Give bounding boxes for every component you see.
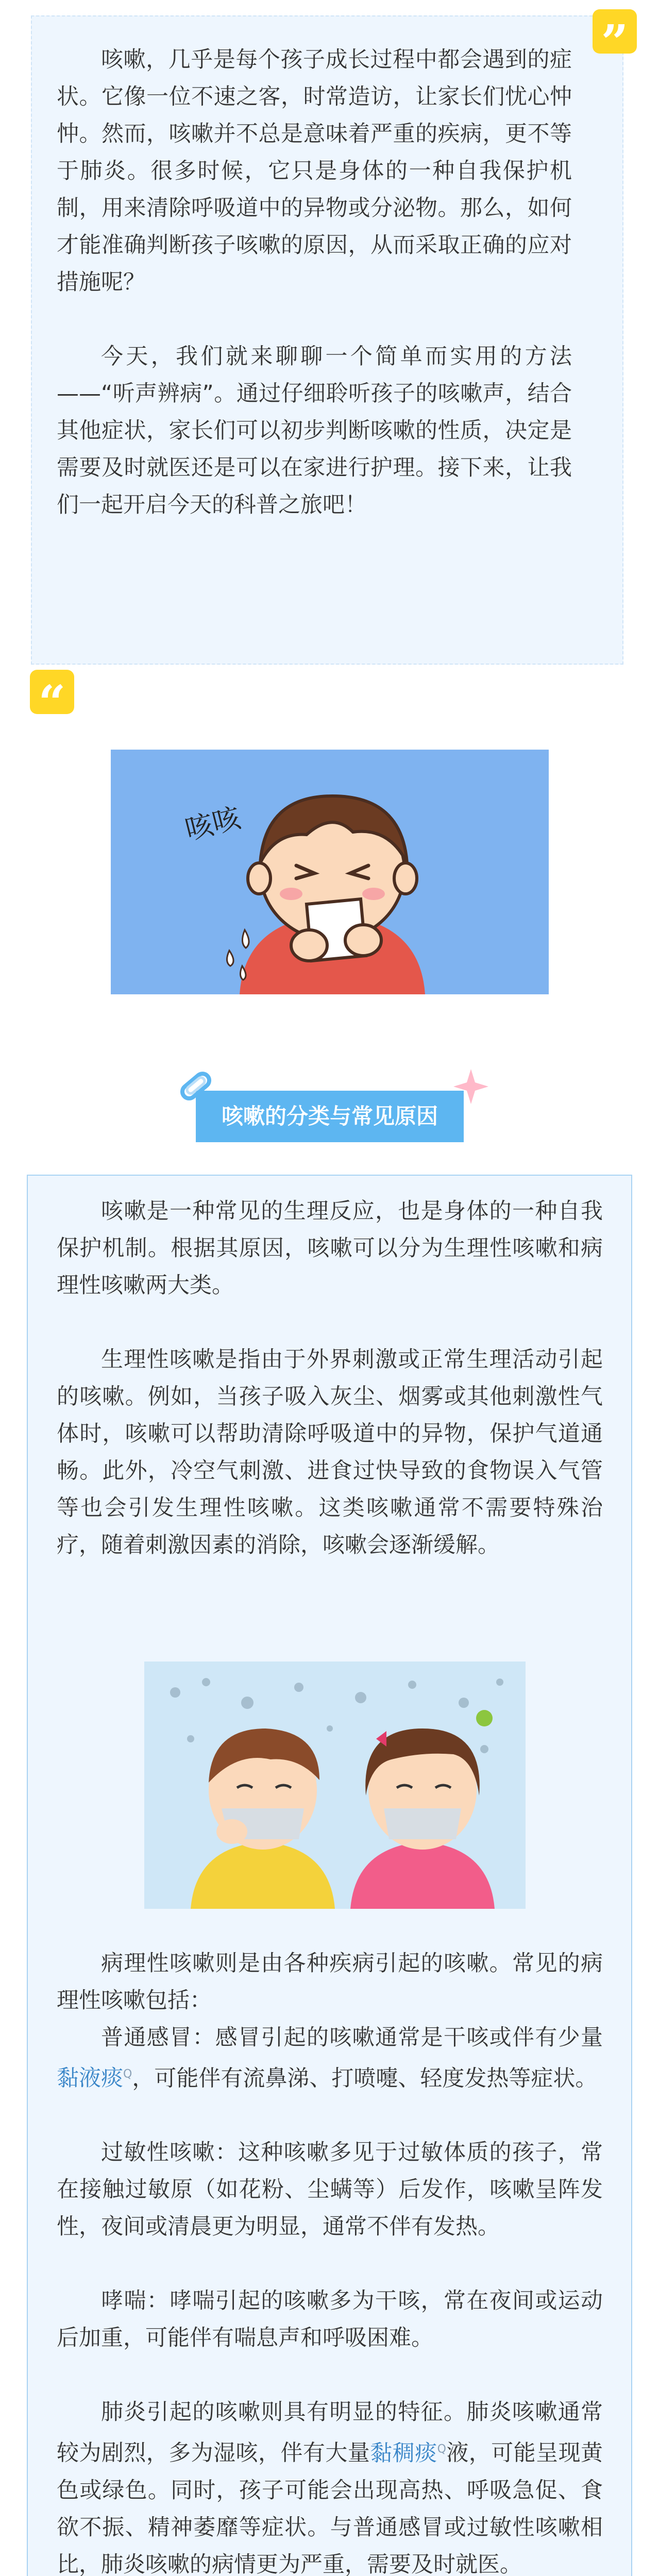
search-icon[interactable]: Q xyxy=(437,2443,446,2456)
quote-open-icon: “ xyxy=(30,670,74,714)
sparkle-icon xyxy=(452,1068,489,1105)
main-text-part-2 xyxy=(57,1945,603,2576)
section-heading-title: 咳嗽的分类与常见原因 xyxy=(221,1104,438,1129)
coughing-child-illustration xyxy=(111,750,549,994)
main-paragraph-6: 哮喘：哮喘引起的咳嗽多为干咳，常在夜间或运动后加重，可能伴有喘息声和呼吸困难。 xyxy=(57,2288,603,2351)
section-heading xyxy=(170,1064,489,1167)
cough-caption: 咳咳 xyxy=(181,801,244,846)
intro-paragraph-2: 今天，我们就来聊聊一个简单而实用的方法——“听声辨病”。通过仔细聆听孩子的咳嗽声，结合其他症状，家长们可以初步判断咳嗽的性质，决定是需要及时就医还是可以在家进行护理。接下来，让我们一起开启今天的科普之旅吧！ xyxy=(57,344,572,518)
keyword-link-mucus[interactable] xyxy=(57,2065,132,2091)
intro-text xyxy=(57,41,572,523)
main-text-part-1 xyxy=(57,1193,603,1564)
masked-children-illustration xyxy=(144,1662,526,1909)
search-icon[interactable]: Q xyxy=(123,2068,132,2081)
quote-close-icon: ” xyxy=(593,9,637,54)
p7-text-a: 肺炎引起的咳嗽则具有明显的特征。肺炎咳嗽通常较为剧烈，多为湿咳，伴有大量 xyxy=(57,2399,603,2466)
p4-text-a: 普通感冒：感冒引起的咳嗽通常是干咳或伴有少量 xyxy=(101,2025,603,2050)
intro-paragraph-1: 咳嗽，几乎是每个孩子成长过程中都会遇到的症状。它像一位不速之客，时常造访，让家长们忧心忡忡。然而，咳嗽并不总是意味着严重的疾病，更不等于肺炎。很多时候，它只是身体的一种自我保护机制，用来清除呼吸道中的异物或分泌物。那么，如何才能准确判断孩子咳嗽的原因，从而采取正确的应对措施呢？ xyxy=(57,47,572,295)
p7-text-b: 液，可能呈现黄色或绿色。同时，孩子可能会出现高热、呼吸急促、食欲不振、精神萎靡等症状。与普通感冒或过敏性咳嗽相比，肺炎咳嗽的病情更为严重，需要及时就医。 xyxy=(57,2440,603,2576)
main-paragraph-4 xyxy=(57,2019,603,2097)
main-paragraph-2: 生理性咳嗽是指由于外界刺激或正常生理活动引起的咳嗽。例如，当孩子吸入灰尘、烟雾或其他刺激性气体时，咳嗽可以帮助清除呼吸道中的异物，保护气道通畅。此外，冷空气刺激、进食过快导致的食物误入气管等也会引发生理性咳嗽。这类咳嗽通常不需要特殊治疗，随着刺激因素的消除，咳嗽会逐渐缓解。 xyxy=(57,1347,603,1558)
keyword-thick-sputum[interactable]: 黏稠痰 xyxy=(370,2440,437,2466)
main-paragraph-5: 过敏性咳嗽：这种咳嗽多见于过敏体质的孩子，常在接触过敏原（如花粉、尘螨等）后发作，咳嗽呈阵发性，夜间或清晨更为明显，通常不伴有发热。 xyxy=(57,2140,603,2240)
main-paragraph-1: 咳嗽是一种常见的生理反应，也是身体的一种自我保护机制。根据其原因，咳嗽可以分为生理性咳嗽和病理性咳嗽两大类。 xyxy=(57,1198,603,1298)
keyword-mucus[interactable]: 黏液痰 xyxy=(57,2065,123,2092)
paperclip-icon xyxy=(170,1064,216,1110)
keyword-link-thick-sputum[interactable] xyxy=(370,2441,446,2466)
p4-text-b: ，可能伴有流鼻涕、打喷嚏、轻度发热等症状。 xyxy=(132,2065,598,2092)
main-paragraph-3: 病理性咳嗽则是由各种疾病引起的咳嗽。常见的病理性咳嗽包括： xyxy=(57,1951,603,2013)
main-paragraph-7 xyxy=(57,2394,603,2576)
